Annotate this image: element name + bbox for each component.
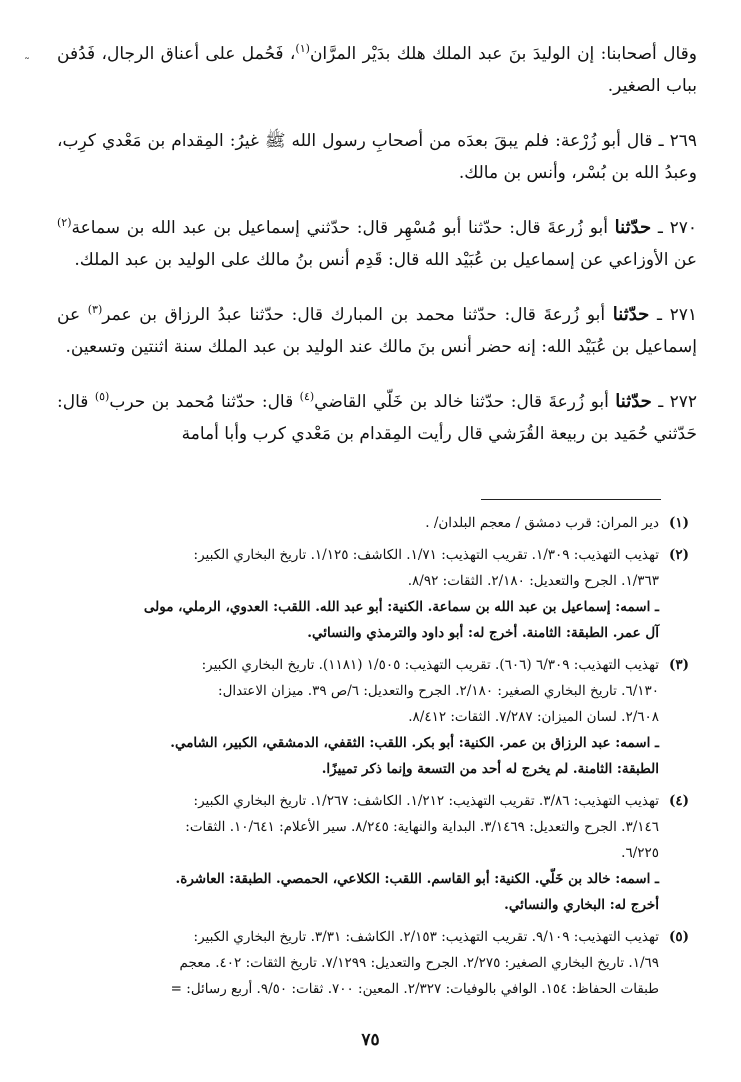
hadith-number: ٢٧٠ ـ [657,218,698,238]
footnote-biography: آل عمر. الطبقة: الثامنة. أخرج له: أبو داود والترمذي والنسائي. [307,625,659,641]
footnote-3 [57,652,689,782]
paragraph-269 [57,125,697,189]
footnote-line [57,924,689,950]
paragraph-270 [57,212,697,276]
footnote-separator [481,499,661,500]
footnote-ref-3[interactable]: (٣) [87,303,103,316]
footnote-line [57,652,689,678]
footnote-2 [57,542,689,646]
footnote-number: (٢) [668,547,689,563]
paragraph-text: عن الأوزاعي عن إسماعيل بن عُبَيْد الله قال: قَدِم أنس بنُ مالك على الوليد بن عبد الملك. [74,250,697,270]
footnote-line: ٦/١٣٠. تاريخ البخاري الصغير: ٢/١٨٠. الجرح والتعديل: ٦/ص ٣٩. ميزان الاعتدال: [218,683,659,699]
footnote-line: طبقات الحفاظ: ١٥٤. الوافي بالوفيات: ٢/٣٢٧. المعين: ٧٠٠. ثقات: ٩/٥٠. أربع رسائل: = [170,981,659,997]
paragraph-text: أبو زُرعةَ قال: حدّثنا محمد بن المبارك قال: حدّثنا عبدُ الرزاق بن عمر [102,305,606,325]
footnote-line: ١/٣٦٣. الجرح والتعديل: ٢/١٨٠. الثقات: ٨/٩٢. [407,573,659,589]
footnote-line: ٢/٦٠٨. لسان الميزان: ٧/٢٨٧. الثقات: ٨/٤١٢. [408,709,659,725]
footnote-number: (٥) [668,929,689,945]
footnote-ref-2[interactable]: (٢) [57,216,72,229]
footnote-biography: ـ اسمه: خالد بن خَلّي. الكنية: أبو القاسم. اللقب: الكلاعي، الحمصي. الطبقة: العاشرة. [175,871,659,887]
paragraph-text: وقال أصحابنا: إن الوليدَ بنَ عبد الملك هلك بدَيْر المرَّان [309,44,697,64]
haddathana-keyword: حدّثنا [614,217,652,238]
paragraph-text: قال أبو زُرْعة: فلم يبقَ بعدَه من أصحابِ رسول الله ﷺ غيرُ: المِقدام بن مَعْدي كرِب، وعبدُ الله بن بُسْر، وأنس بن مالك. [57,131,697,183]
footnotes [57,510,689,1008]
footnote-biography: أخرج له: البخاري والنسائي. [504,897,659,913]
footnote-5 [57,924,689,1002]
paragraph-text: أبو زُرعةَ قال: حدّثنا خالد بن خَلّي القاضي [314,392,609,412]
paragraph-text: قال: حَدّثني حُمَيد بن ربيعة القُرَشي قال رأيت المِقدام بن مَعْدي كرب وأبا أمامة [57,392,697,444]
hadith-number: ٢٧١ ـ [656,305,697,325]
haddathana-keyword: حدّثنا [612,304,650,325]
footnote-line [57,788,689,814]
footnote-number: (٤) [668,793,689,809]
hadith-number: ٢٦٩ ـ [658,131,697,151]
paragraph-text: عن إسماعيل بن عُبَيْد الله: إنه حضر أنس بنَ مالك عند الوليد بن عبد الملك سنة اثنتين وتسعين. [57,305,697,357]
paragraph-272 [57,386,697,450]
footnote-text: تهذيب التهذيب: ٣/٨٦. تقريب التهذيب: ١/٢١٢. الكاشف: ١/٢٦٧. تاريخ البخاري الكبير: [193,793,659,809]
paragraph-intro [57,38,697,102]
main-text [57,38,697,473]
footnote-text: تهذيب التهذيب: ٦/٣٠٩ (٦٠٦). تقريب التهذيب: ١/٥٠٥ (١١٨١). تاريخ البخاري الكبير: [201,657,659,673]
footnote-1 [57,510,689,536]
footnote-line [57,542,689,568]
paragraph-text: قال: حدّثنا مُحمد بن حرب [109,392,294,412]
footnote-line: ٣/١٤٦. الجرح والتعديل: ٣/١٤٦٩. البداية والنهاية: ٨/٢٤٥. سير الأعلام: ١٠/٦٤١. الثقات: [185,819,659,835]
footnote-line [57,510,689,536]
footnote-biography: الطبقة: الثامنة. لم يخرج له أحد من التسعة وإنما ذكر تمييزًا. [321,761,659,777]
paragraph-text: ، فَحُمل على أعناق الرجال، فَدُفن بباب الصغير. [57,44,697,96]
footnote-4 [57,788,689,918]
footnote-text: تهذيب التهذيب: ٩/١٠٩. تقريب التهذيب: ٢/١٥٣. الكاشف: ٣/٣١. تاريخ البخاري الكبير: [193,929,659,945]
footnote-number: (١) [668,515,689,531]
corner-mark: ˜ [24,56,30,70]
footnote-ref-5[interactable]: (٥) [94,390,110,403]
footnote-line: ١/٦٩. تاريخ البخاري الصغير: ٢/٢٧٥. الجرح والتعديل: ٧/١٢٩٩. تاريخ الثقات: ٤٠٢. معجم [179,955,659,971]
hadith-number: ٢٧٢ ـ [658,392,698,412]
footnote-biography: ـ اسمه: إسماعيل بن عبد الله بن سماعة. الكنية: أبو عبد الله. اللقب: العدوي، الرملي، مولى [143,599,659,615]
footnote-line: ٦/٢٢٥. [621,845,659,861]
footnote-ref-1[interactable]: (١) [295,42,310,55]
haddathana-keyword: حدّثنا [615,391,652,412]
footnote-text: دير المران: قرب دمشق / معجم البلدان/ . [425,515,659,531]
footnote-number: (٣) [668,657,689,673]
paragraph-271 [57,299,697,363]
footnote-ref-4[interactable]: (٤) [299,390,315,403]
footnote-biography: ـ اسمه: عبد الرزاق بن عمر. الكنية: أبو بكر. اللقب: الثقفي، الدمشقي، الكبير، الشامي. [170,735,659,751]
page-number: ٧٥ [361,1030,380,1050]
paragraph-text: أبو زُرعةَ قال: حدّثنا أبو مُسْهِر قال: حدّثني إسماعيل بن عبد الله بن سماعة [71,218,608,238]
footnote-text: تهذيب التهذيب: ١/٣٠٩. تقريب التهذيب: ١/٧١. الكاشف: ١/١٢٥. تاريخ البخاري الكبير: [193,547,659,563]
